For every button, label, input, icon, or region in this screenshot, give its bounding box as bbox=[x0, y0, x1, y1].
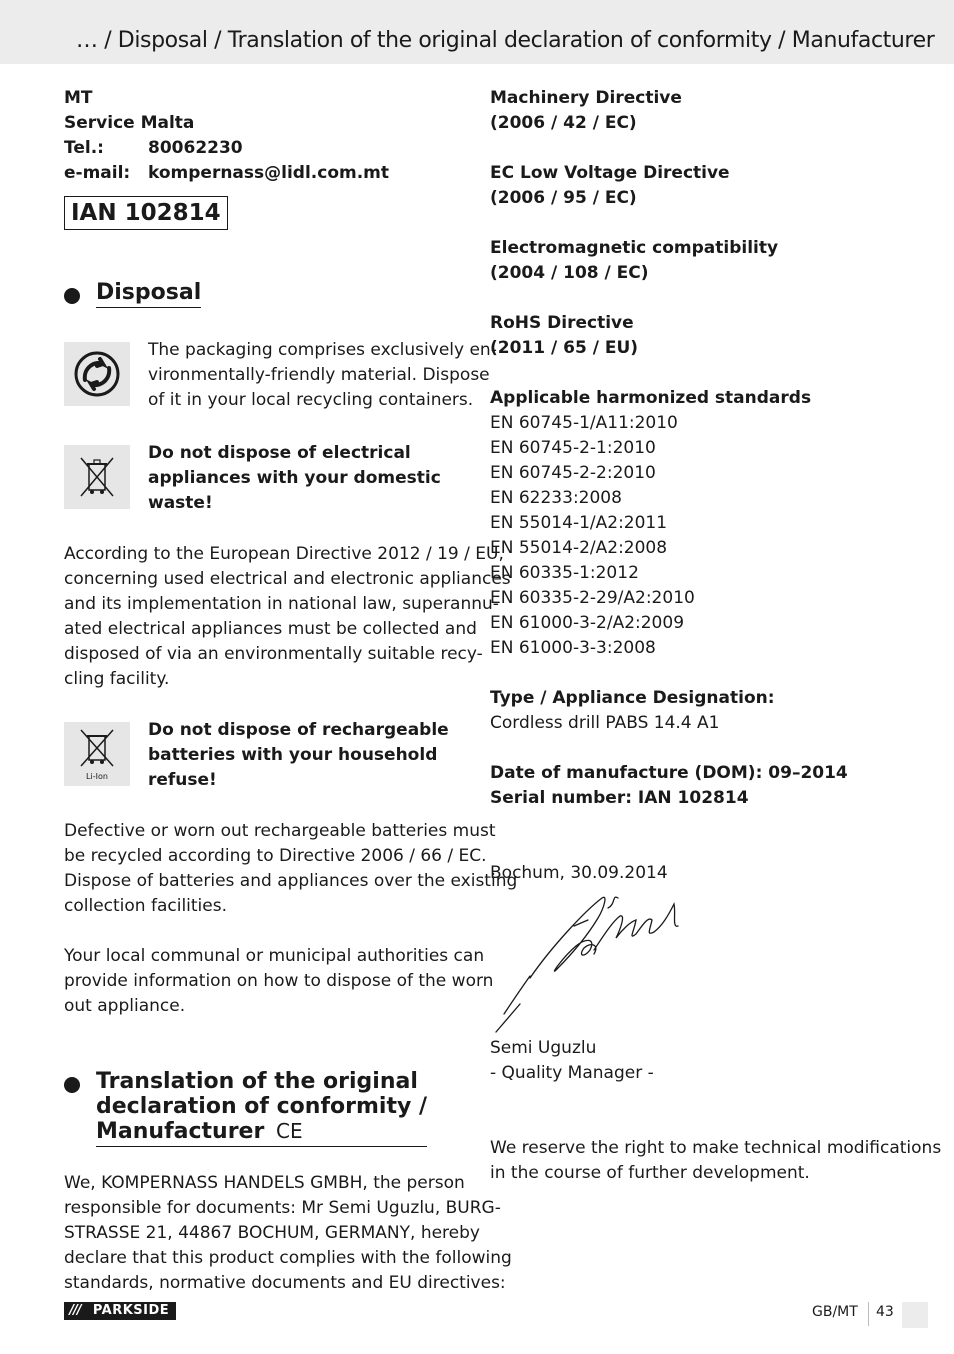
tel-label: Tel.: bbox=[64, 138, 104, 158]
list-item: EN 61000-3-2/A2:2009 bbox=[490, 613, 685, 633]
list-item: EN 62233:2008 bbox=[490, 488, 622, 508]
li-ion-label: Li-Ion bbox=[86, 772, 108, 781]
email-value: kompernass@lidl.com.mt bbox=[148, 163, 390, 183]
tel-value: 80062230 bbox=[148, 138, 243, 158]
list-item: EN 60745-2-2:2010 bbox=[490, 463, 656, 483]
parkside-logo bbox=[64, 1302, 176, 1320]
conformity-heading bbox=[64, 1069, 466, 1147]
contact-tel-row bbox=[64, 136, 466, 161]
crossed-bin-icon bbox=[64, 445, 130, 509]
bullet-icon bbox=[64, 288, 80, 304]
bullet-icon bbox=[64, 1077, 80, 1093]
list-item: EN 60745-1/A11:2010 bbox=[490, 413, 678, 433]
disposal-title: Disposal bbox=[96, 280, 201, 308]
date-of-manufacture: Date of manufacture (DOM): 09–2014 bbox=[490, 763, 848, 783]
left-column bbox=[64, 86, 518, 1296]
standards-list bbox=[490, 411, 910, 661]
right-column: Machinery Directive (2006 / 42 / EC) EC Low Voltage Directive (2006 / 95 / EC) Electromagnetic compatibility (2004 / 108 / EC) RoHS Directive (2011 / 65 / EU) Applicable harmonized standards EN 60745-1/A11:2010 EN 60745-2-1:2010 EN 60745-2-2:2010 EN 62233:2008 EN 55014-1/A2:2011 EN 55014-2/A2:2008 EN 60335-1:2012 EN 60335-2-29/A2:2010 EN 61000-3-2/A2:2009 EN 61000-3-3:2008 Type / Appliance Designation: Cordless drill PABS 14.4 A1 Date of manufacture (DOM): 09–2014 Serial number: IAN 102814 Bochum, 30.09.2014 Semi Uguzlu - Quality Manager - We reserve the right to make technical modifications in the course of further development. bbox=[490, 88, 942, 1183]
electrical-warning-row bbox=[64, 441, 466, 516]
page-number: 43 bbox=[876, 1304, 894, 1320]
list-item: EN 60745-2-1:2010 bbox=[490, 438, 656, 458]
footer-region: GB/MT bbox=[812, 1304, 858, 1320]
list-item: EN 55014-1/A2:2011 bbox=[490, 513, 668, 533]
emc-directive: Electromagnetic compatibility bbox=[490, 238, 779, 258]
ian-box: IAN 102814 bbox=[64, 196, 228, 230]
place-date: Bochum, 30.09.2014 bbox=[490, 863, 668, 883]
logo-stripes: /// bbox=[69, 1303, 81, 1318]
list-item: EN 60335-2-29/A2:2010 bbox=[490, 588, 695, 608]
footer-divider bbox=[868, 1302, 869, 1326]
type-value: Cordless drill PABS 14.4 A1 bbox=[490, 713, 720, 733]
page-corner-box bbox=[902, 1302, 928, 1328]
packaging-row bbox=[64, 338, 497, 413]
signer-role: - Quality Manager - bbox=[490, 1063, 654, 1083]
list-item: EN 61000-3-3:2008 bbox=[490, 638, 656, 658]
page-title: … / Disposal / Translation of the original declaration of conformity / Manufacturer bbox=[76, 28, 935, 53]
disposal-heading bbox=[64, 280, 466, 308]
contact-service: Service Malta bbox=[64, 113, 195, 133]
battery-warning-text: Do not dispose of rechargeable batteries with your household refuse! bbox=[148, 720, 449, 790]
authorities-paragraph: Your local communal or municipal authorities can provide information on how to dispose of the worn out appliance. bbox=[64, 946, 494, 1016]
list-item: EN 60335-1:2012 bbox=[490, 563, 639, 583]
batteries-paragraph: Defective or worn out rechargeable batteries must be recycled according to Directive 2006 / 66 / EC. Dispose of batteries and appliances over the existing collection facilities. bbox=[64, 821, 518, 916]
ce-mark-icon: CE bbox=[276, 1119, 303, 1143]
signature-image bbox=[490, 886, 910, 1036]
green-dot-recycling-icon bbox=[64, 342, 130, 406]
contact-email-row bbox=[64, 161, 466, 186]
type-label: Type / Appliance Designation: bbox=[490, 688, 775, 708]
serial-number: Serial number: IAN 102814 bbox=[490, 788, 749, 808]
conformity-paragraph: We, KOMPERNASS HANDELS GMBH, the person responsible for documents: Mr Semi Uguzlu, BURG- STRASSE 21, 44867 BOCHUM, GERMANY, hereby declare that this product complies with the following standards, normative documents and EU directives: bbox=[64, 1173, 512, 1293]
battery-warning-row bbox=[64, 718, 466, 793]
signer-name: Semi Uguzlu bbox=[490, 1038, 597, 1058]
machinery-directive: Machinery Directive bbox=[490, 88, 682, 108]
standards-title: Applicable harmonized standards bbox=[490, 388, 812, 408]
crossed-bin-li-ion-icon bbox=[64, 722, 130, 786]
email-label: e-mail: bbox=[64, 163, 131, 183]
rohs-directive: RoHS Directive bbox=[490, 313, 634, 333]
electrical-warning-text: Do not dispose of electrical appliances with your domestic waste! bbox=[148, 443, 441, 513]
reserve-note: We reserve the right to make technical modifications bbox=[490, 1138, 942, 1158]
conformity-title: Translation of the original declaration of conformity / Manufacturer CE bbox=[96, 1069, 427, 1147]
contact-country: MT bbox=[64, 88, 93, 108]
low-voltage-directive: EC Low Voltage Directive bbox=[490, 163, 730, 183]
logo-brand: PARKSIDE bbox=[92, 1303, 170, 1318]
packaging-text: The packaging comprises exclusively en- vironmentally-friendly material. Dispose of it in your local recycling containers. bbox=[148, 340, 497, 410]
directive-paragraph: According to the European Directive 2012 / 19 / EU, concerning used electrical and electronic appliances and its implementation in national law, superannu- ated electrical appliances must be collected and disposed of via an environmentally suitable recy- cling facility. bbox=[64, 544, 511, 689]
list-item: EN 55014-2/A2:2008 bbox=[490, 538, 668, 558]
